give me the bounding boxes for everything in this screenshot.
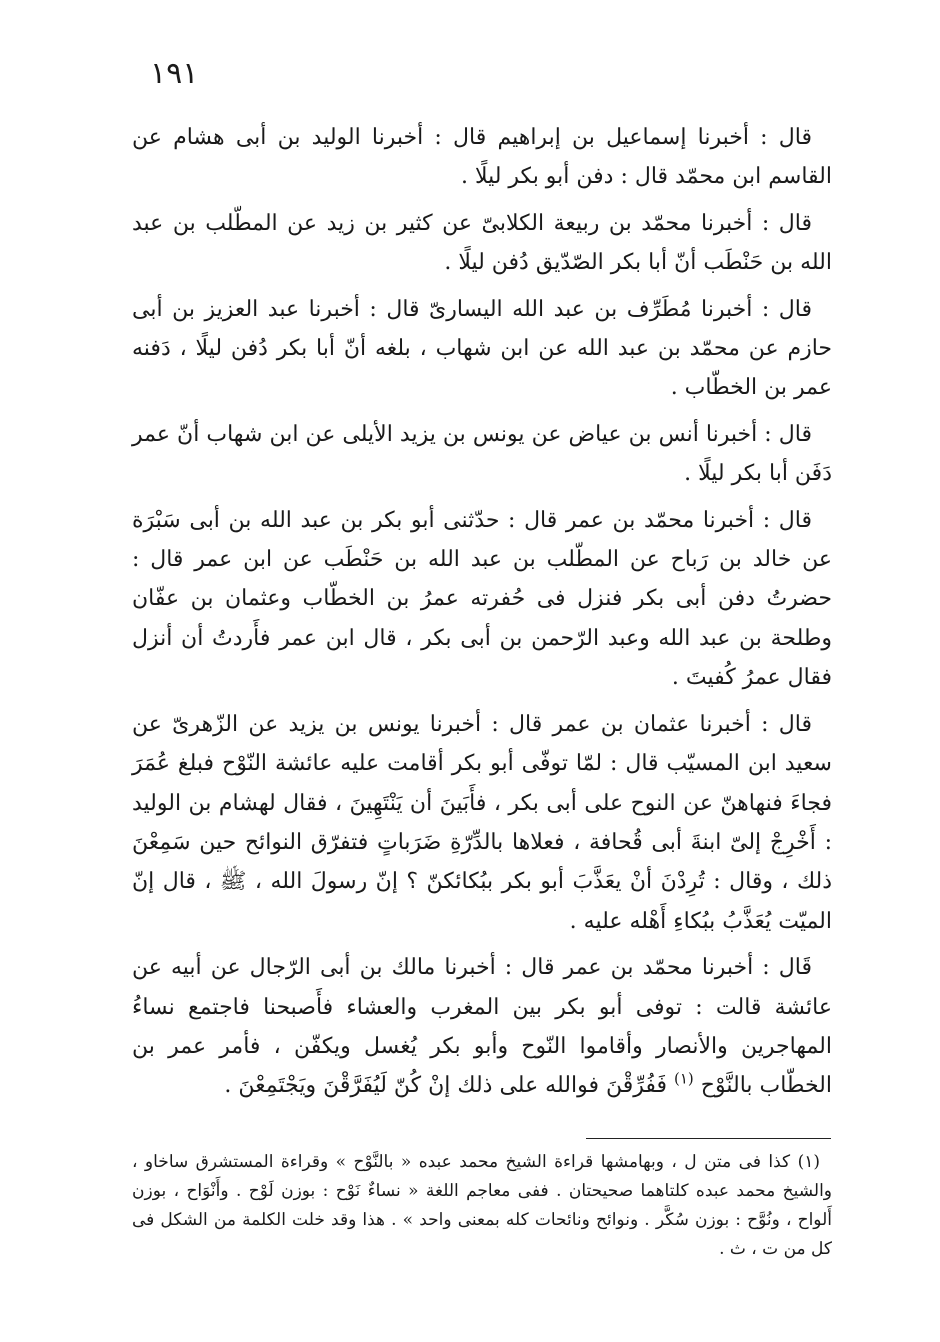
paragraph: قال : أخبرنا مُطَرِّف بن عبد الله اليسارىّ قال : أخبرنا عبد العزيز بن أبى حازم عن محمّد بن عبد الله عن ابن شهاب ، بلغه أنّ أبا بكر دُفن ليلًا ، دَفنه عمر بن الخطّاب . xyxy=(132,296,832,401)
paragraph: قال : أخبرنا إسماعيل بن إبراهيم قال : أخبرنا الوليد بن أبى هشام عن القاسم ابن محمّد قال : دفن أبو بكر ليلًا . xyxy=(132,125,832,190)
paragraph-with-footnote xyxy=(132,948,832,1106)
paragraph: قال : أخبرنا محمّد بن ربيعة الكلابىّ عن كثير بن زيد عن المطّلب بن عبد الله بن حَنْطَب أنّ أبا بكر الصّدّيق دُفن ليلًا . xyxy=(132,210,832,276)
paragraph-text: قَال : أخبرنا محمّد بن عمر قال : أخبرنا مالك بن أبى الرّجال عن أبيه عن عائشة قالت : توفى أبو بكر بين المغرب والعشاء فأَصبحنا فاجتمع نساءُ المهاجرين والأنصار وأقاموا النّوح وأبو بكر يُغسل ويكفّن ، فأمر عمر بن الخطّاب بالنَّوْح xyxy=(132,955,832,1099)
paragraph: قال : أخبرنا عثمان بن عمر قال : أخبرنا يونس بن يزيد عن الزّهرىّ عن سعيد ابن المسيّب قال : لمّا توفّى أبو بكر أقامت عليه عائشة النّوْح فبلغ عُمَرَ فجاءَ فنهاهنّ عن النوح على أبى بكر ، فأَبَينَ أن يَنْتَهِينَ ، فقال لهشام بن الوليد : أَخْرِجْ إلىّ ابنةَ أبى قُحافة ، فعلاها بالدِّرّةِ ضَرَباتٍ فتفرّق النوائح حين سَمِعْنَ ذلك ، وقال : تُرِدْنَ أنْ يعَذَّبَ أبو بكر ببُكائكنّ ؟ إنّ رسولَ الله ، ﷺ ، قال إنّ الميّت يُعَذَّبُ ببُكاءِ أَهْله عليه . xyxy=(132,711,833,934)
paragraph: قال : أخبرنا أنس بن عياض عن يونس بن يزيد الأيلى عن ابن شهاب أنّ عمر دَفَن أبا بكر ليلًا . xyxy=(132,421,832,487)
paragraph: قال : أخبرنا محمّد بن عمر قال : حدّثنى أبو بكر بن عبد الله بن أبى سَبْرَة عن خالد بن رَباح عن المطّلب بن عبد الله بن حَنْطَب عن ابن عمر قال : حضرتُ دفن أبى بكر فنزل فى حُفرته عمرُ بن الخطّاب وعثمان بن عفّان وطلحة بن عبد الله وعبد الرّحمن بن أبى بكر ، قال ابن عمر فأَردتُ أن أنزل فقال عمرُ كُفيتَ . xyxy=(132,507,832,691)
footnote: (١) كذا فى متن ل ، وبهامشها قراءة الشيخ محمد عبده « بالنَّوْح » وقراءة المستشرق ساخاو ، والشيخ محمد عبده كلتاهما صحيحتان . ففى معاجم اللغة « نساءٌ نَوْح : بوزن لَوْح . وأَنْوَاح ، بوزن أَلواح ، ونُوَّح : بوزن سُكَّر . ونوائح ونائحات كله بمعنى واحد » . هذا وقد خلت الكلمة من الشكل فى كل من ت ، ث . xyxy=(132,1152,832,1259)
paragraph-tail: فَفُرِّقْنَ فوالله على ذلك إنْ كُنّ لَيُفَرَّقْنَ ويَجْتَمِعْنَ . xyxy=(224,1073,667,1099)
page-number: ١٩١ xyxy=(150,56,199,91)
footnote-divider xyxy=(586,1138,831,1139)
main-text xyxy=(132,118,832,1113)
footnote-reference: (١) xyxy=(674,1070,694,1089)
